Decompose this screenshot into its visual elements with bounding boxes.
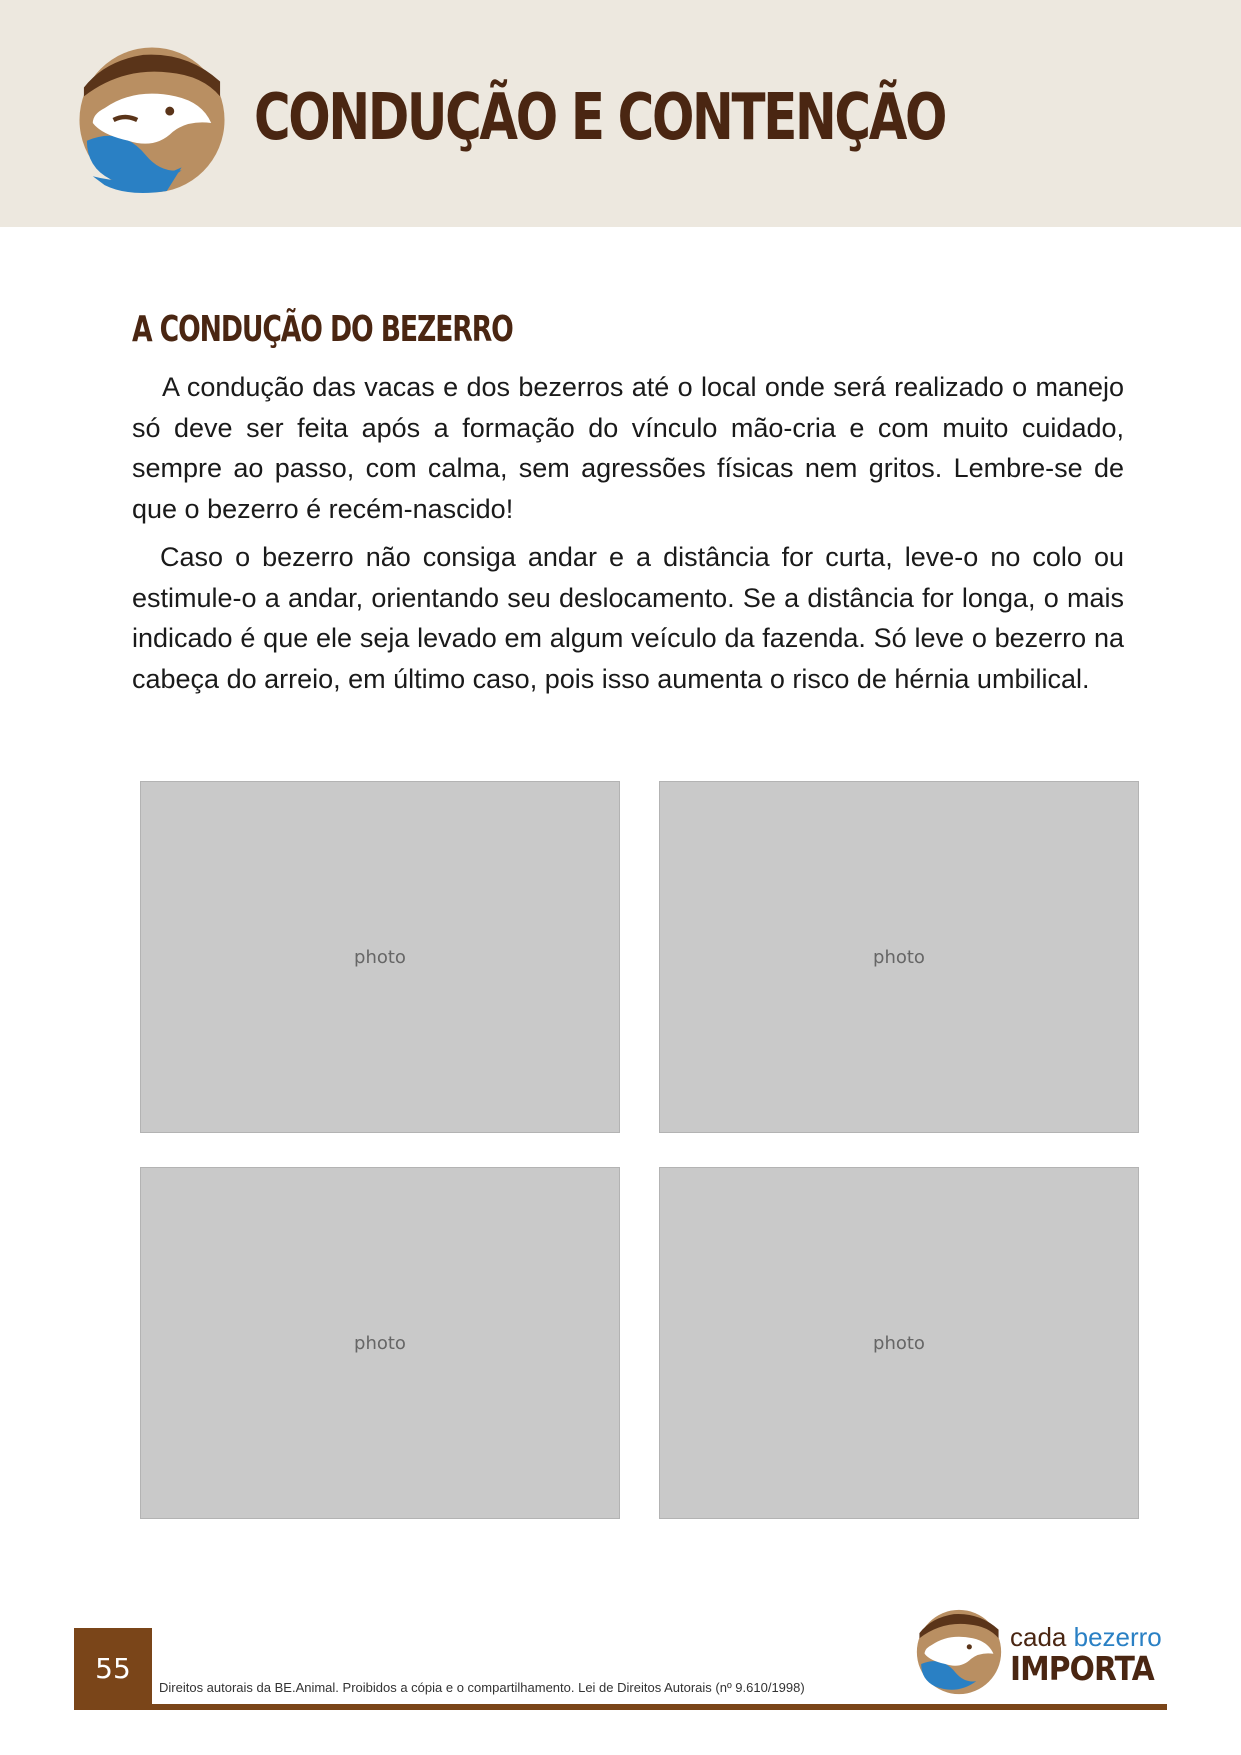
body-paragraph: A condução das vacas e dos bezerros até o local onde será realizado o manejo só deve ser feita após a formação do vínculo mão-cria e com muito cuidado, sempre ao passo, com calma, sem agressões físicas nem gritos. Lembre-se de que o bezerro é recém-nascido!: [132, 372, 1124, 524]
brand-name-line2: IMPORTA: [1010, 1649, 1154, 1688]
brand-word-cada: cada: [1010, 1622, 1074, 1652]
brand-logo-icon: [916, 1609, 1002, 1695]
section-heading: A CONDUÇÃO DO BEZERRO: [132, 309, 513, 350]
photo-placeholder: photo: [873, 946, 925, 968]
page-header: [0, 0, 1241, 227]
page-title: CONDUÇÃO E CONTENÇÃO: [254, 81, 946, 155]
brand-name-line1: [1010, 1622, 1162, 1652]
page-number: [74, 1628, 152, 1709]
photo-placeholder: photo: [354, 1332, 406, 1354]
photo: [140, 1167, 620, 1519]
photo-placeholder: photo: [354, 946, 406, 968]
page-number-text: 55: [95, 1652, 131, 1685]
copyright-notice: Direitos autorais da BE.Animal. Proibidos a cópia e o compartilhamento. Lei de Direitos Autorais (nº 9.610/1998): [159, 1680, 805, 1695]
brand-word-bezerro: bezerro: [1073, 1622, 1162, 1652]
photo: [659, 1167, 1139, 1519]
photo-placeholder: photo: [873, 1332, 925, 1354]
body-paragraph: Caso o bezerro não consiga andar e a distância for curta, leve-o no colo ou estimule-o a andar, orientando seu deslocamento. Se a distância for longa, o mais indicado é que ele seja levado em algum veículo da fazenda. Só leve o bezerro na cabeça do arreio, em último caso, pois isso aumenta o risco de hérnia umbilical.: [132, 542, 1124, 694]
footer-rule: [74, 1704, 1167, 1710]
photo: [140, 781, 620, 1133]
photo: [659, 781, 1139, 1133]
cow-head-logo-icon: [78, 46, 226, 194]
